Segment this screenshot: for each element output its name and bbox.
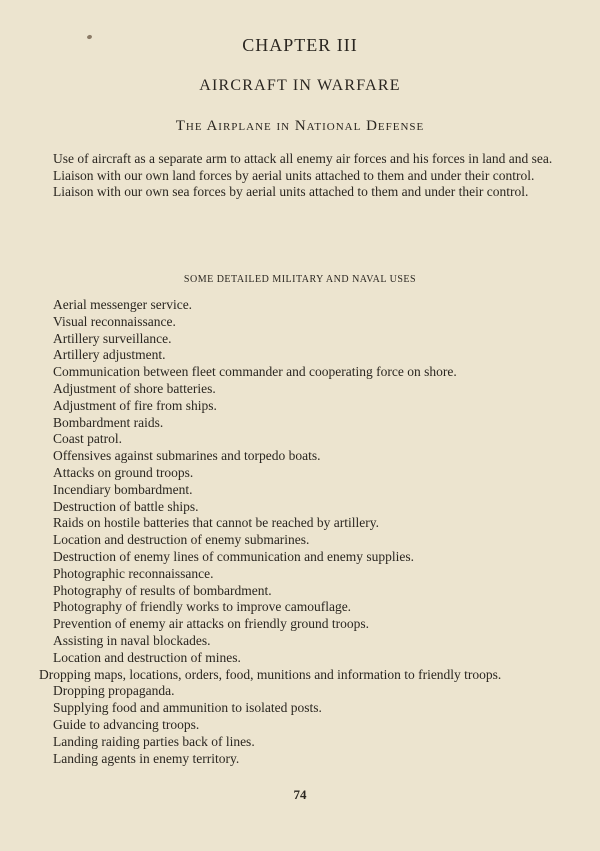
list-item: Attacks on ground troops. xyxy=(53,464,194,480)
intro-paragraph: Liaison with our own sea forces by aerial units attached to them and under their control. xyxy=(53,184,529,200)
page-number: 74 xyxy=(293,787,307,802)
list-item: Photography of friendly works to improve camouflage. xyxy=(53,599,352,615)
uses-list xyxy=(39,297,560,767)
list-item: Offensives against submarines and torpedo boats. xyxy=(53,448,321,464)
list-item: Visual reconnaissance. xyxy=(53,313,176,329)
list-item: Adjustment of shore batteries. xyxy=(53,380,216,396)
list-item: Landing agents in enemy territory. xyxy=(53,750,240,766)
list-item: Raids on hostile batteries that cannot be reached by artillery. xyxy=(53,515,380,531)
list-item: Artillery surveillance. xyxy=(53,330,172,346)
list-item: Location and destruction of mines. xyxy=(53,649,241,665)
list-item: Adjustment of fire from ships. xyxy=(53,397,217,413)
list-item: Bombardment raids. xyxy=(53,414,164,430)
list-subheading: SOME DETAILED MILITARY AND NAVAL USES xyxy=(183,274,417,285)
list-item: Landing raiding parties back of lines. xyxy=(53,733,255,749)
intro-text xyxy=(39,151,560,201)
list-item: Incendiary bombardment. xyxy=(53,481,193,497)
list-item: Dropping propaganda. xyxy=(53,683,175,699)
list-item: Destruction of battle ships. xyxy=(53,498,199,514)
intro-paragraph: Liaison with our own land forces by aerial units attached to them and under their control. xyxy=(53,167,535,183)
list-item: Guide to advancing troops. xyxy=(53,716,200,732)
list-item: Supplying food and ammunition to isolated posts. xyxy=(53,700,322,716)
list-item: Aerial messenger service. xyxy=(53,297,193,312)
list-item-text: Dropping maps, locations, orders, food, munitions and information to friendly troops. xyxy=(39,666,502,682)
list-item xyxy=(39,667,560,684)
list-item: Artillery adjustment. xyxy=(53,347,166,363)
chapter-title: AIRCRAFT IN WARFARE xyxy=(199,77,401,94)
list-item: Location and destruction of enemy submarines. xyxy=(53,532,310,548)
list-item: Photography of results of bombardment. xyxy=(53,582,272,598)
list-item: Assisting in naval blockades. xyxy=(53,632,211,648)
list-item: Prevention of enemy air attacks on friendly ground troops. xyxy=(53,616,370,632)
list-item: Photographic reconnaissance. xyxy=(53,565,214,581)
list-item: Destruction of enemy lines of communication and enemy supplies. xyxy=(53,548,415,564)
list-item: Coast patrol. xyxy=(53,431,122,447)
intro-paragraph: Use of aircraft as a separate arm to attack all enemy air forces and his forces in land and sea. xyxy=(53,151,553,166)
chapter-heading: CHAPTER III xyxy=(242,35,358,55)
list-item: Communication between fleet commander and cooperating force on shore. xyxy=(53,364,457,380)
section-heading: The Airplane in National Defense xyxy=(175,118,425,134)
